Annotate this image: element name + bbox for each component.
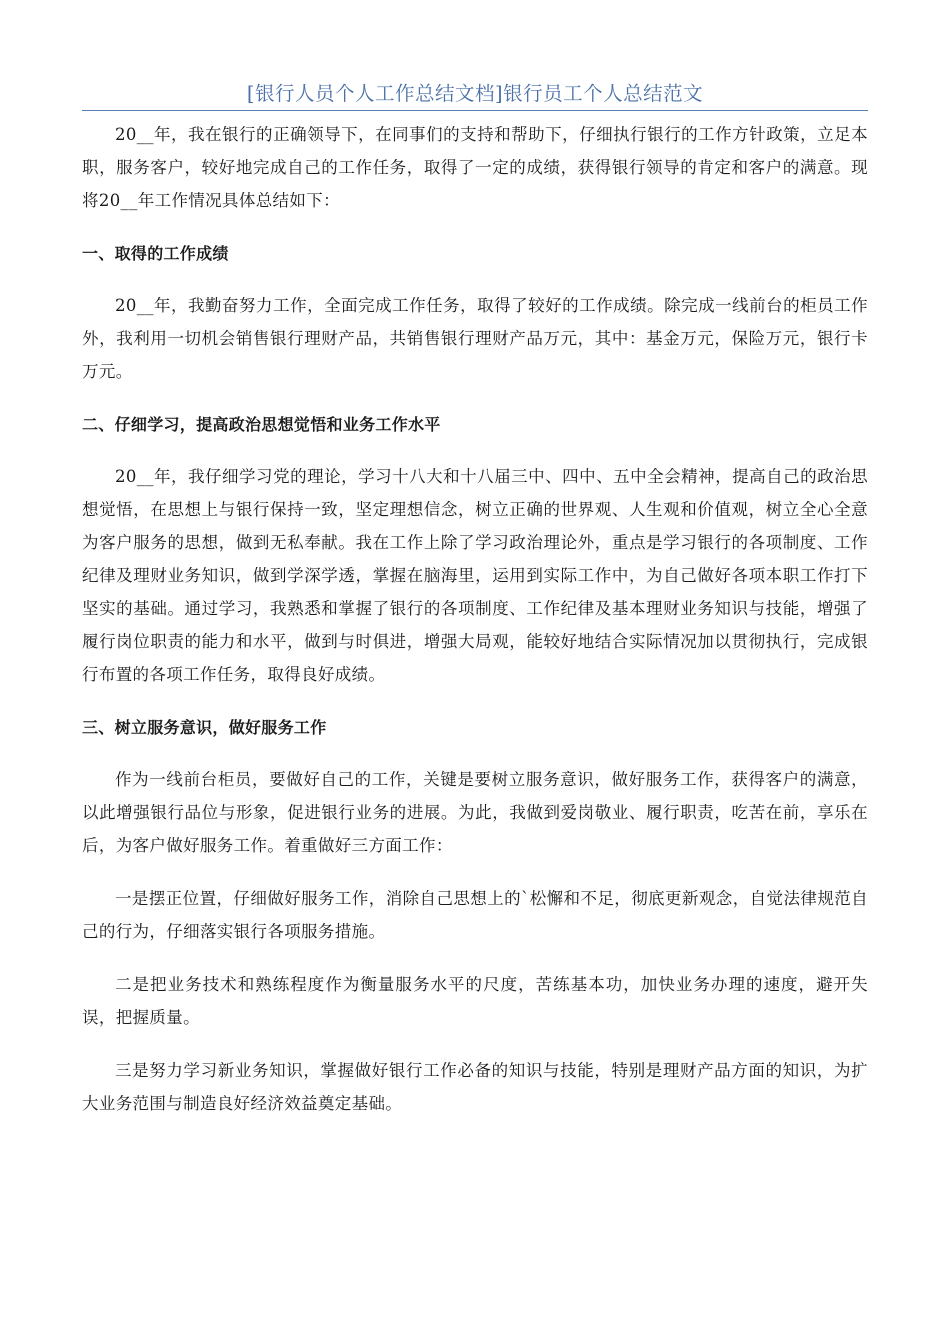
- section-heading-3: 三、树立服务意识，做好服务工作: [82, 718, 327, 737]
- section-1-paragraph-1: 20__年，我勤奋努力工作，全面完成工作任务，取得了较好的工作成绩。除完成一线前台的柜员工作外，我利用一切机会销售银行理财产品，共销售银行理财产品万元，其中：基金万元，保险万元，银行卡万元。: [82, 296, 868, 381]
- document-title: [银行人员个人工作总结文档]银行员工个人总结范文: [246, 82, 704, 105]
- section-heading-2: 二、仔细学习，提高政治思想觉悟和业务工作水平: [82, 415, 441, 434]
- section-3-paragraph-3: 二是把业务技术和熟练程度作为衡量服务水平的尺度，苦练基本功，加快业务办理的速度，避开失误，把握质量。: [82, 975, 868, 1027]
- section-3-paragraph-1: 作为一线前台柜员，要做好自己的工作，关键是要树立服务意识，做好服务工作，获得客户的满意，以此增强银行品位与形象，促进银行业务的进展。为此，我做到爱岗敬业、履行职责，吃苦在前，享乐在后，为客户做好服务工作。着重做好三方面工作：: [82, 770, 868, 855]
- section-heading-1: 一、取得的工作成绩: [82, 244, 229, 263]
- section-3-paragraph-4: 三是努力学习新业务知识，掌握做好银行工作必备的知识与技能，特别是理财产品方面的知识，为扩大业务范围与制造良好经济效益奠定基础。: [82, 1061, 868, 1113]
- intro-paragraph: 20__年，我在银行的正确领导下，在同事们的支持和帮助下，仔细执行银行的工作方针政策，立足本职，服务客户，较好地完成自己的工作任务，取得了一定的成绩，获得银行领导的肯定和客户的满意。现将20__年工作情况具体总结如下：: [82, 125, 868, 210]
- document-header: [82, 78, 868, 111]
- section-3-paragraph-2: 一是摆正位置，仔细做好服务工作，消除自己思想上的`松懈和不足，彻底更新观念，自觉法律规范自己的行为，仔细落实银行各项服务措施。: [82, 889, 868, 941]
- section-2-paragraph-1: 20__年，我仔细学习党的理论，学习十八大和十八届三中、四中、五中全会精神，提高自己的政治思想觉悟，在思想上与银行保持一致，坚定理想信念，树立正确的世界观、人生观和价值观，树立全心全意为客户服务的思想，做到无私奉献。我在工作上除了学习政治理论外，重点是学习银行的各项制度、工作纪律及理财业务知识，做到学深学透，掌握在脑海里，运用到实际工作中，为自己做好各项本职工作打下坚实的基础。通过学习，我熟悉和掌握了银行的各项制度、工作纪律及基本理财业务知识与技能，增强了履行岗位职责的能力和水平，做到与时俱进，增强大局观，能较好地结合实际情况加以贯彻执行，完成银行布置的各项工作任务，取得良好成绩。: [82, 467, 868, 684]
- document-body: [82, 118, 868, 1120]
